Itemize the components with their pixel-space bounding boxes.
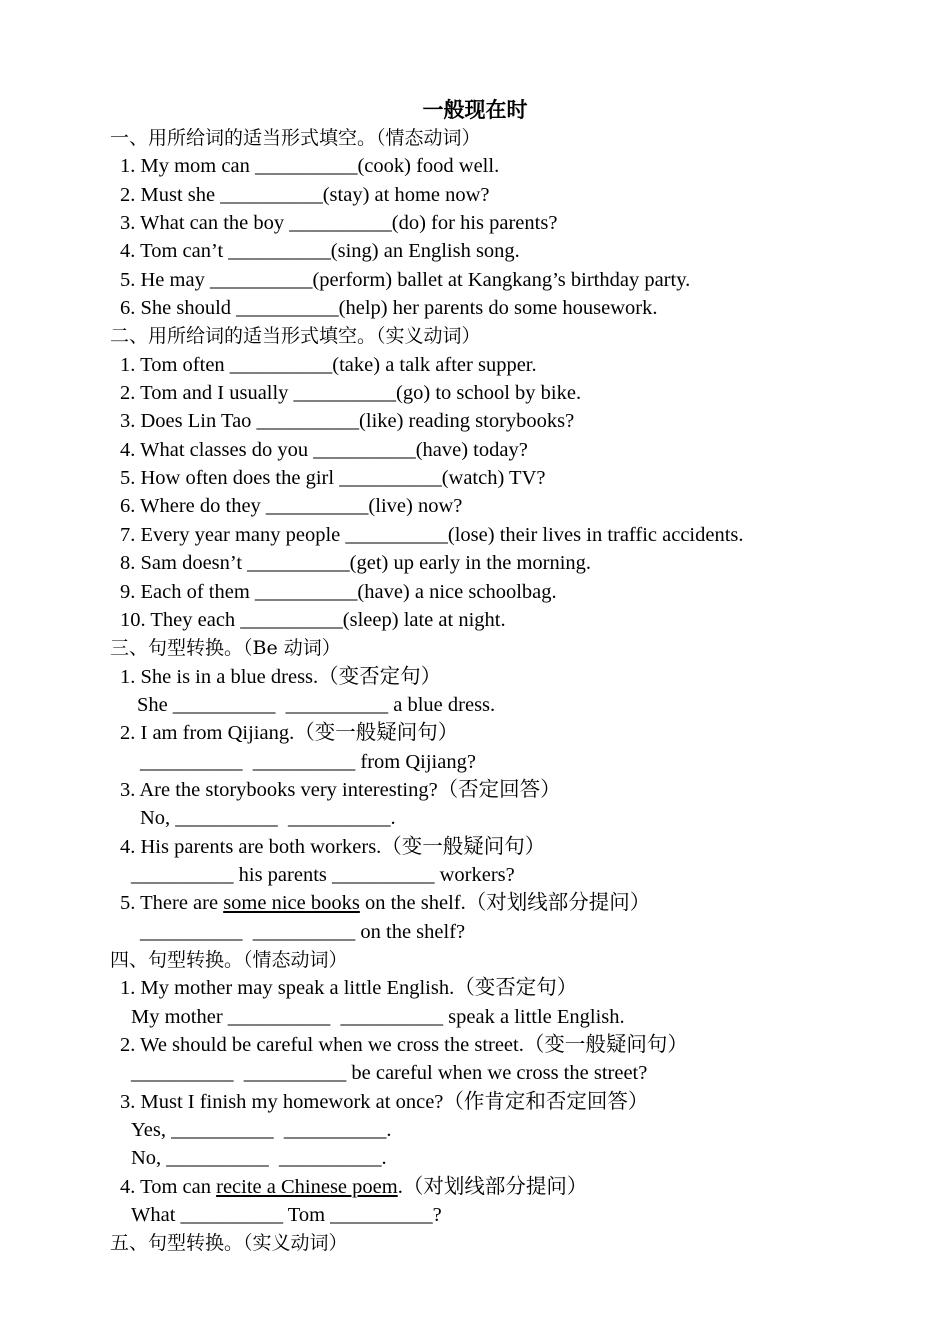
answer-line: No, __________ __________.	[140, 807, 396, 830]
section-heading: 三、句型转换。（Be 动词）	[110, 637, 341, 660]
text-segment: on the shelf.（对划线部分提问）	[359, 892, 651, 915]
question-item: 1. Tom often __________(take) a talk after supper.	[120, 353, 537, 376]
question-item: 5. He may __________(perform) ballet at Kangkang’s birthday party.	[120, 268, 691, 291]
question-item: 2. Tom and I usually __________(go) to school by bike.	[120, 382, 582, 405]
answer-line: What __________ Tom __________?	[131, 1204, 442, 1227]
section-heading: 二、用所给词的适当形式填空。（实义动词）	[110, 325, 481, 348]
question-item: 1. She is in a blue dress.（变否定句）	[120, 665, 442, 688]
question-item: 10. They each __________(sleep) late at night.	[120, 608, 506, 631]
question-item: 9. Each of them __________(have) a nice schoolbag.	[120, 580, 557, 603]
answer-line: __________ __________ from Qijiang?	[140, 750, 476, 773]
question-item: 4. What classes do you __________(have) today?	[120, 438, 528, 461]
answer-line: __________ __________ be careful when we cross the street?	[131, 1062, 648, 1085]
question-item: 1. My mom can __________(cook) food well.	[120, 155, 500, 178]
question-item: 3. Does Lin Tao __________(like) reading storybooks?	[120, 410, 575, 433]
question-item	[110, 1173, 930, 1201]
question-item: 3. What can the boy __________(do) for his parents?	[120, 212, 558, 235]
section-heading: 五、句型转换。（实义动词）	[110, 1232, 348, 1255]
question-item: 2. I am from Qijiang.（变一般疑问句）	[120, 722, 459, 745]
worksheet-content	[110, 124, 930, 1258]
answer-line: Yes, __________ __________.	[131, 1119, 392, 1142]
text-segment: 5. There are	[120, 892, 224, 915]
question-item: 4. Tom can’t __________(sing) an English song.	[120, 240, 520, 263]
question-item: 2. Must she __________(stay) at home now?	[120, 183, 490, 206]
text-segment: .（对划线部分提问）	[397, 1175, 588, 1198]
question-item: 7. Every year many people __________(lose) their lives in traffic accidents.	[120, 523, 744, 546]
underlined-phrase: recite a Chinese poem	[216, 1175, 398, 1198]
answer-line: She __________ __________ a blue dress.	[137, 693, 496, 716]
question-item: 3. Must I finish my homework at once?（作肯定和否定回答）	[120, 1090, 649, 1113]
text-segment: 4. Tom can	[120, 1175, 217, 1198]
worksheet-title: 一般现在时	[422, 98, 528, 122]
question-item: 2. We should be careful when we cross the street.（变一般疑问句）	[120, 1034, 688, 1056]
answer-line: My mother __________ __________ speak a little English.	[131, 1005, 625, 1028]
question-item: 4. His parents are both workers.（变一般疑问句）	[120, 835, 546, 858]
answer-line: __________ his parents __________ workers?	[131, 863, 515, 886]
question-item: 1. My mother may speak a little English.（变否定句）	[120, 977, 578, 1000]
answer-line: __________ __________ on the shelf?	[140, 920, 466, 943]
question-item: 6. Where do they __________(live) now?	[120, 495, 463, 518]
question-item	[110, 889, 930, 917]
section-heading: 四、句型转换。（情态动词）	[110, 948, 348, 971]
question-item: 6. She should __________(help) her parents do some housework.	[120, 297, 658, 320]
section-heading: 一、用所给词的适当形式填空。（情态动词）	[110, 127, 481, 149]
question-item: 8. Sam doesn’t __________(get) up early in the morning.	[120, 552, 592, 575]
question-item: 3. Are the storybooks very interesting?（否定回答）	[120, 778, 561, 801]
answer-line: No, __________ __________.	[131, 1147, 387, 1170]
question-item: 5. How often does the girl __________(watch) TV?	[120, 467, 546, 490]
underlined-phrase: some nice books	[223, 892, 360, 915]
